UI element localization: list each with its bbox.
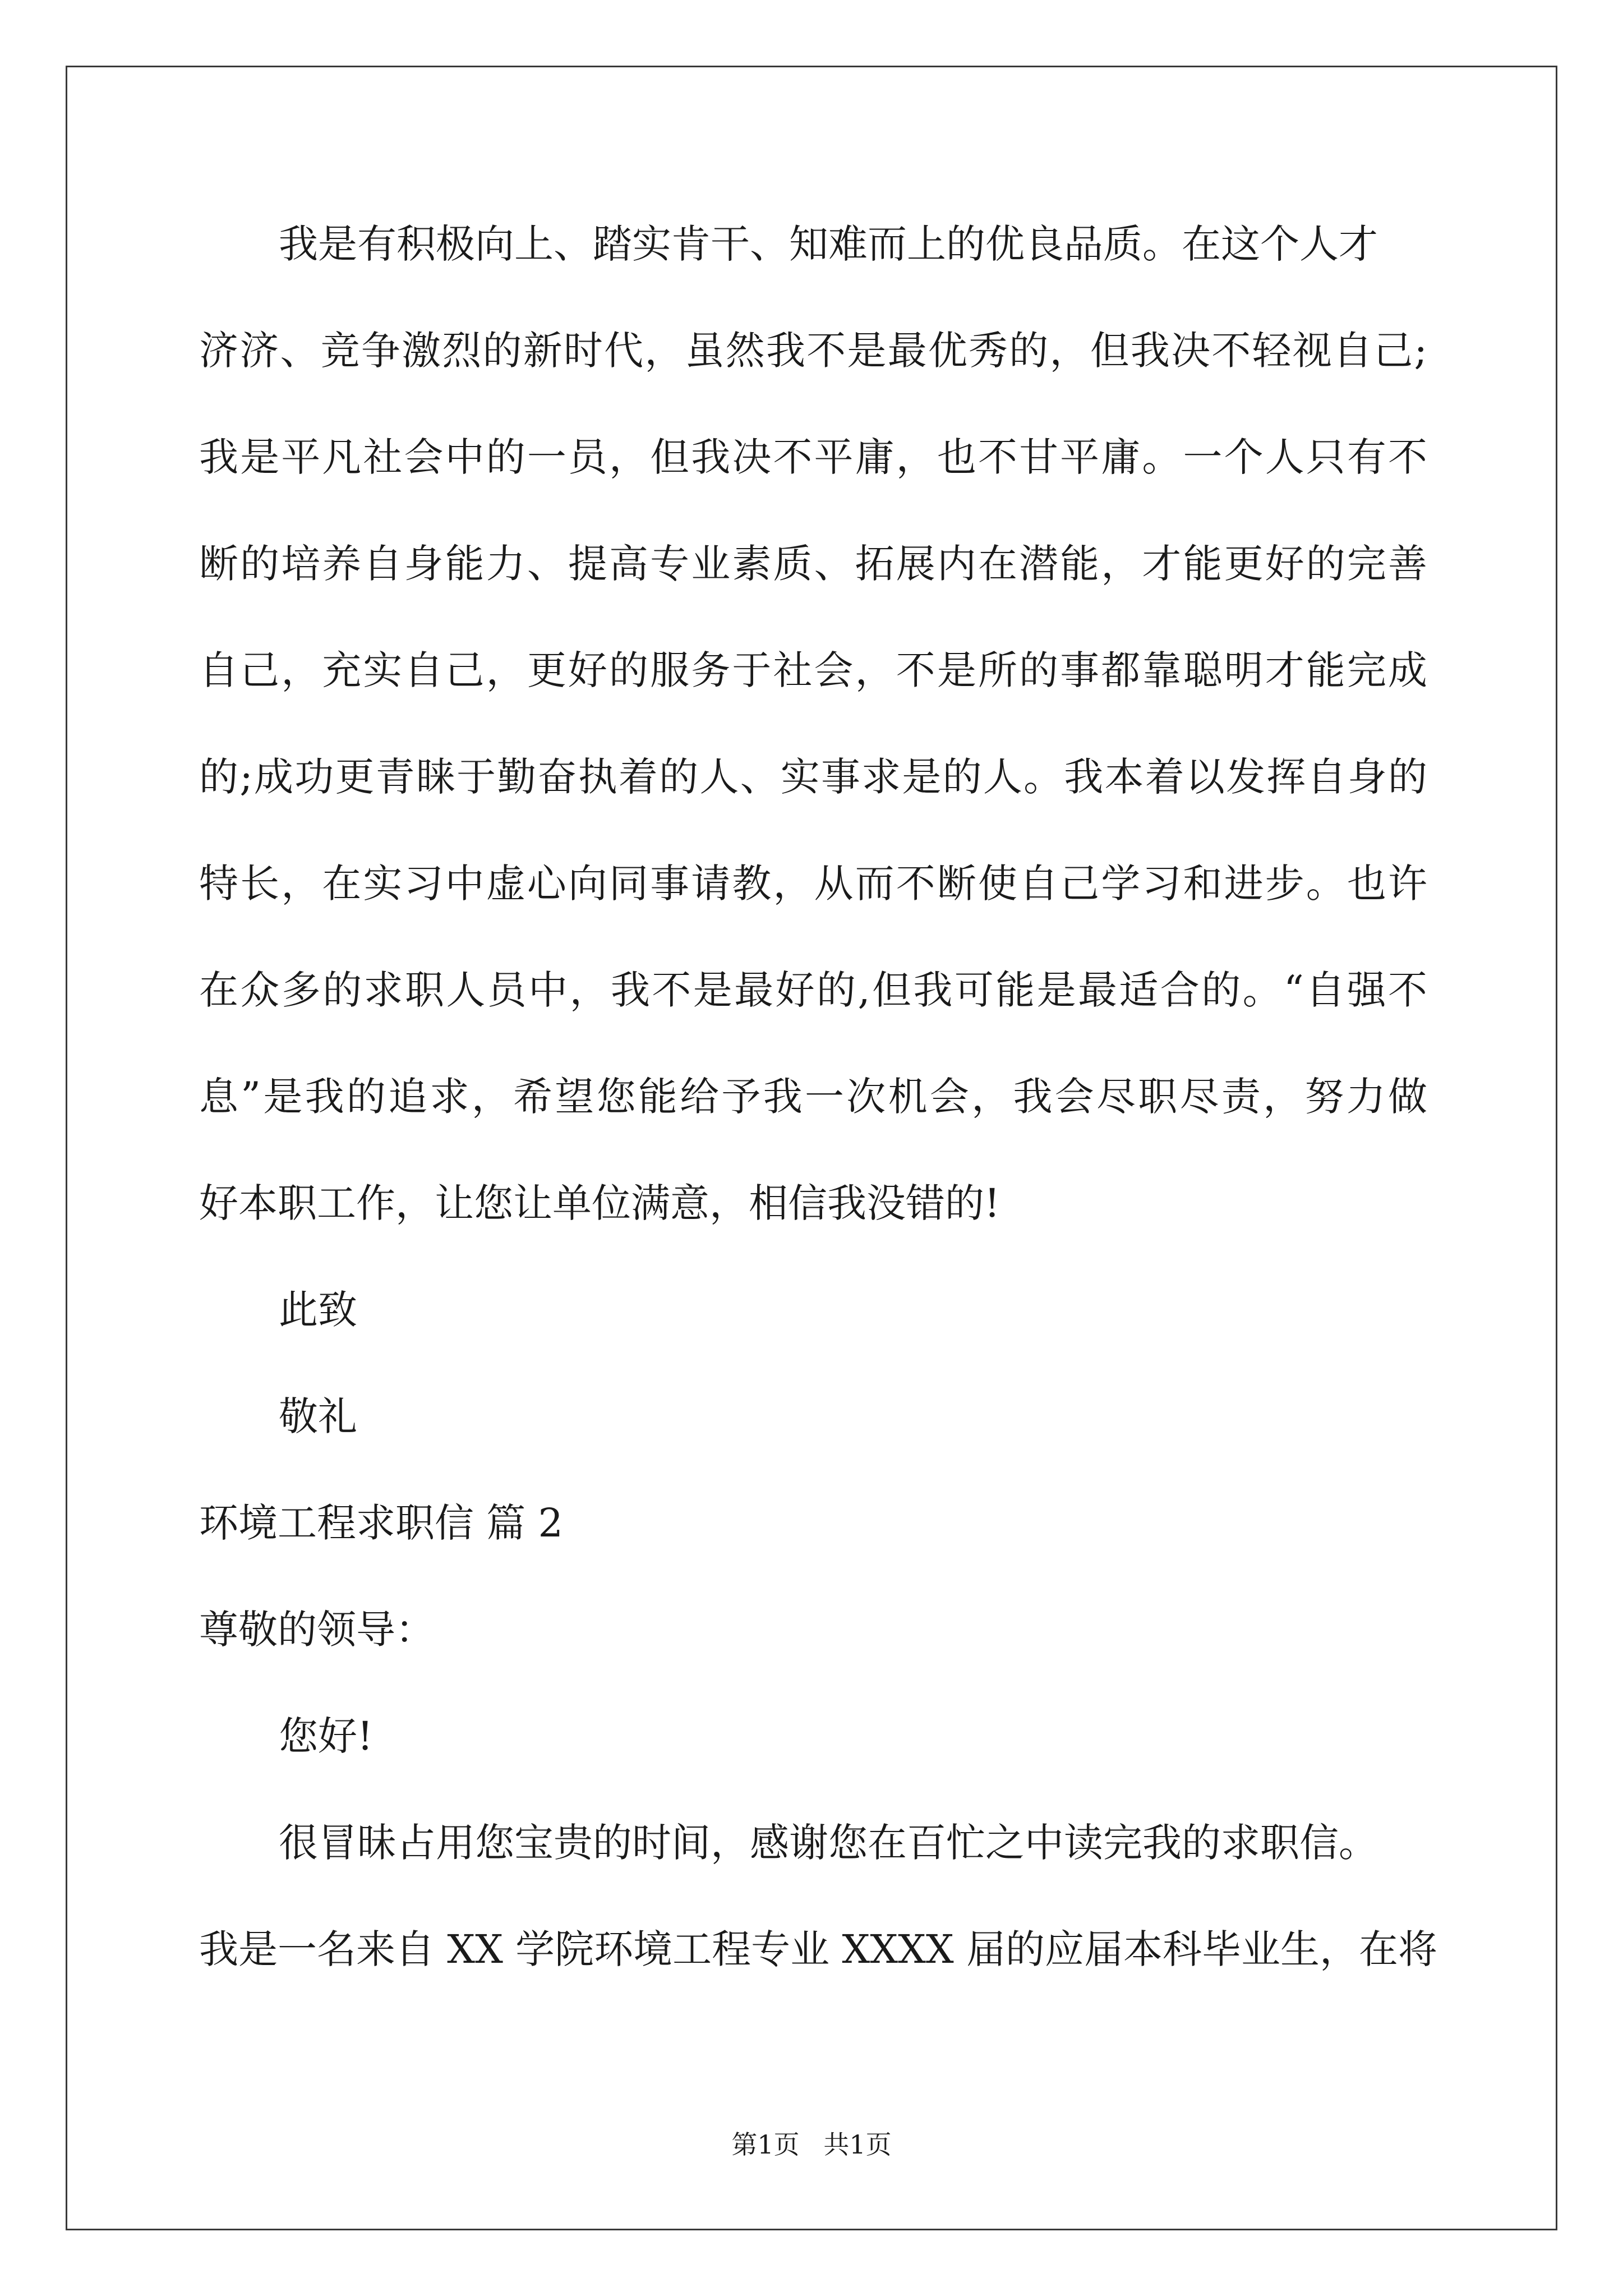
document-body [199,213,1438,2025]
page-footer [0,2128,1623,2161]
paragraph-line: 我是一名来自 XX 学院环境工程专业 XXXX 届的应届本科毕业生，在将 [199,1926,1438,1972]
paragraph-line: 的;成功更青睐于勤奋执着的人、实事求是的人。我本着以发挥自身的 [199,754,1427,800]
paragraph-line: 断的培养自身能力、提高专业素质、拓展内在潜能，才能更好的完善 [199,541,1427,587]
paragraph-line: 我是平凡社会中的一员，但我决不平庸，也不甘平庸。一个人只有不 [199,434,1427,480]
closing-regards: 敬礼 [279,1393,357,1439]
paragraph-line: 特长，在实习中虚心向同事请教，从而不断使自己学习和进步。也许 [199,861,1427,907]
paragraph-line: 很冒昧占用您宝贵的时间，感谢您在百忙之中读完我的求职信。 [279,1820,1378,1866]
paragraph-line: 自己，充实自己，更好的服务于社会，不是所的事都靠聪明才能完成 [199,647,1427,693]
section-heading: 环境工程求职信 篇 2 [199,1500,564,1546]
paragraph-line: 济济、竞争激烈的新时代，虽然我不是最优秀的，但我决不轻视自己; [199,328,1427,374]
paragraph-line: 好本职工作，让您让单位满意，相信我没错的! [199,1180,1000,1226]
letter-hello: 您好! [279,1713,374,1759]
closing-salutation: 此致 [279,1287,357,1333]
page-total: 共1页 [823,2129,892,2160]
letter-greeting: 尊敬的领导： [199,1607,435,1653]
paragraph-line: 我是有积极向上、踏实肯干、知难而上的优良品质。在这个人才 [279,221,1378,267]
paragraph-line: 在众多的求职人员中，我不是最好的,但我可能是最适合的。“自强不 [199,967,1427,1013]
page-number: 第1页 [731,2129,800,2160]
paragraph-line: 息”是我的追求，希望您能给予我一次机会，我会尽职尽责，努力做 [199,1074,1427,1120]
